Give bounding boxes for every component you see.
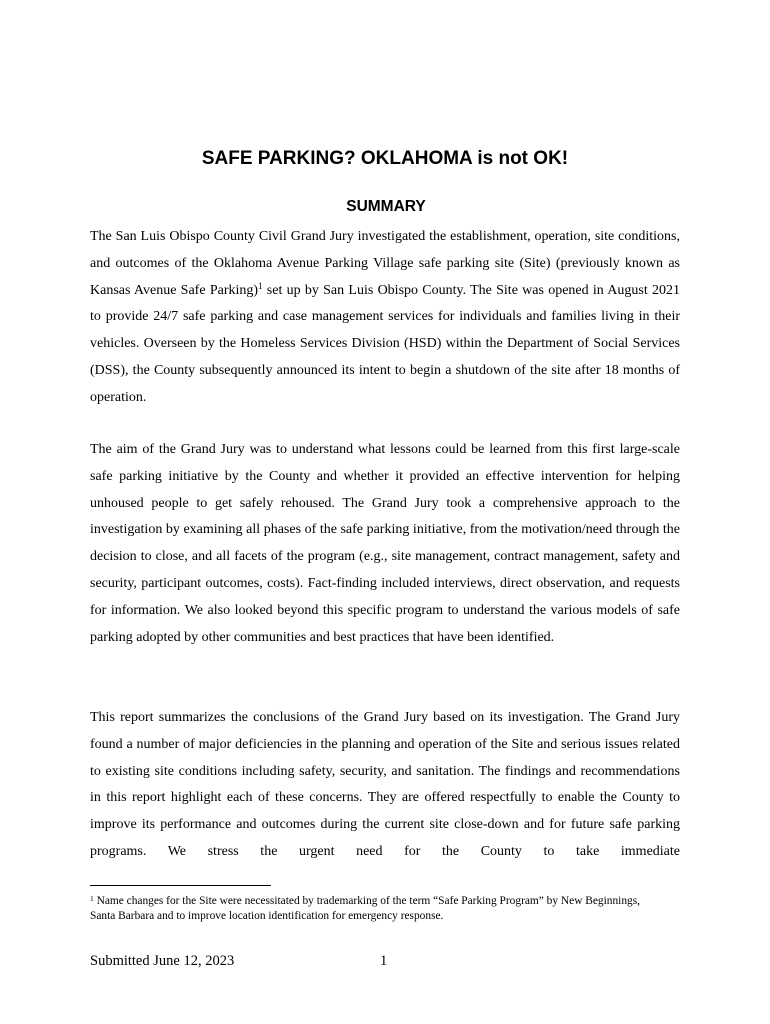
page-title: SAFE PARKING? OKLAHOMA is not OK!: [201, 148, 569, 169]
summary-paragraph-2: The aim of the Grand Jury was to understand what lessons could be learned from this first large-scale safe parking initiative by the County and whether it provided an effective intervention for helping unhoused people to get safely rehoused. The Grand Jury took a comprehensive approach to the investigation by examining all phases of the safe parking initiative, from the motivation/need through the decision to close, and all facets of the program (e.g., site management, contract management, safety and security, participant outcomes, costs). Fact-finding included interviews, direct observation, and requests for information. We also looked beyond this specific program to understand the various models of safe parking adopted by other communities and best practices that have been identified.: [90, 442, 680, 645]
paragraph-1-text-part-2: set up by San Luis Obispo County. The Site was opened in August 2021 to provide 24/7 safe parking and case management services for individuals and families living in their vehicles. Overseen by the Homeless Services Division (HSD) within the Department of Social Services (DSS), the County subsequently announced its intent to begin a shutdown of the site after 18 months of operation.: [90, 282, 680, 405]
summary-paragraph-3: This report summarizes the conclusions of the Grand Jury based on its investigation. The Grand Jury found a number of major deficiencies in the planning and operation of the Site and serious issues related to existing site conditions including safety, security, and sanitation. The findings and recommendations in this report highlight each of these concerns. They are offered respectfully to enable the County to improve its performance and outcomes during the current site close-down and for future safe parking programs. We stress the urgent need for the County to take immediate: [90, 710, 680, 859]
footnote: [90, 894, 650, 924]
summary-paragraph-1: [90, 224, 680, 412]
submitted-date: Submitted June 12, 2023: [90, 953, 235, 969]
page-number: 1: [380, 953, 388, 969]
footnote-reference-marker[interactable]: 1: [258, 280, 263, 291]
summary-heading: SUMMARY: [346, 198, 426, 215]
footnote-separator: [90, 885, 271, 886]
paragraph-1-text-part-1: The San Luis Obispo County Civil Grand Jury investigated the establishment, operation, site conditions, and outcomes of the Oklahoma Avenue Parking Village safe parking site (Site) (previously known as Kansas Avenue Safe Parking): [90, 229, 680, 298]
footnote-text: Name changes for the Site were necessitated by trademarking of the term “Safe Parking Program” by New Beginnings, Santa Barbara and to improve location identification for emergency response.: [90, 895, 641, 922]
footnote-marker: 1: [90, 894, 94, 903]
